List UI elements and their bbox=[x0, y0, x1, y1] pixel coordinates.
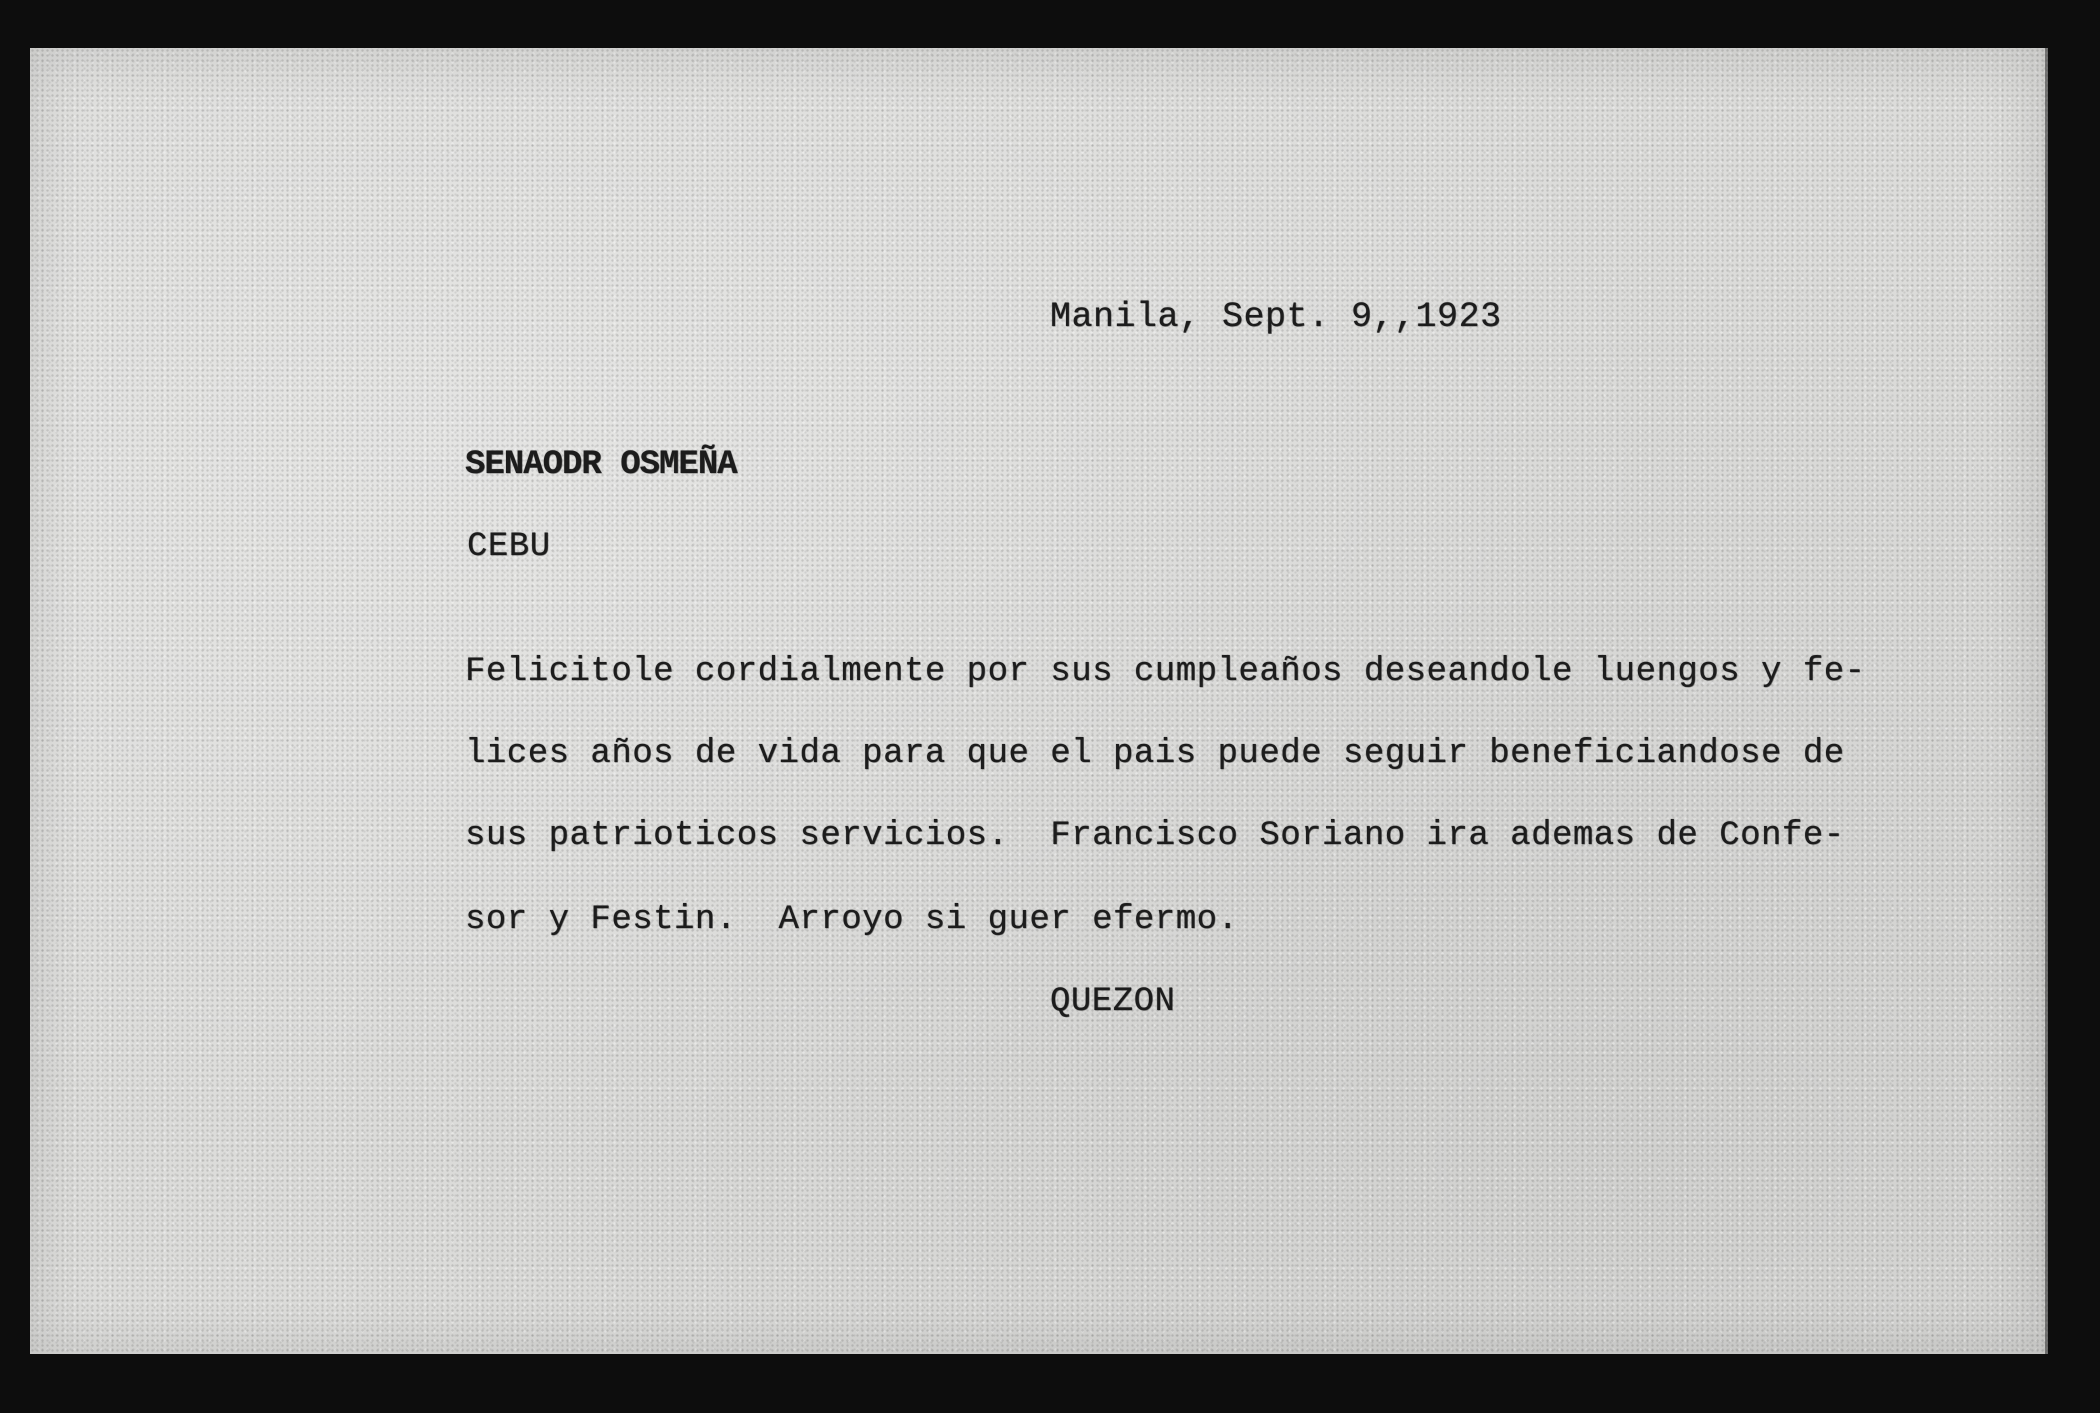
addressee: SENAODR OSMEÑA bbox=[465, 446, 737, 484]
telegram-sheet bbox=[30, 48, 2048, 1354]
destination-city: CEBU bbox=[467, 528, 551, 566]
message-line: Felicitole cordialmente por sus cumpleaños deseandole luengos y fe- bbox=[465, 653, 1866, 691]
message-line: lices años de vida para que el pais puede seguir beneficiandose de bbox=[465, 735, 1845, 773]
message-line: sor y Festin. Arroyo si guer efermo. bbox=[465, 901, 1239, 939]
message-line: sus patrioticos servicios. Francisco Soriano ira ademas de Confe- bbox=[465, 817, 1845, 855]
signature: QUEZON bbox=[1050, 983, 1176, 1021]
dateline: Manila, Sept. 9,,1923 bbox=[1050, 297, 1502, 337]
